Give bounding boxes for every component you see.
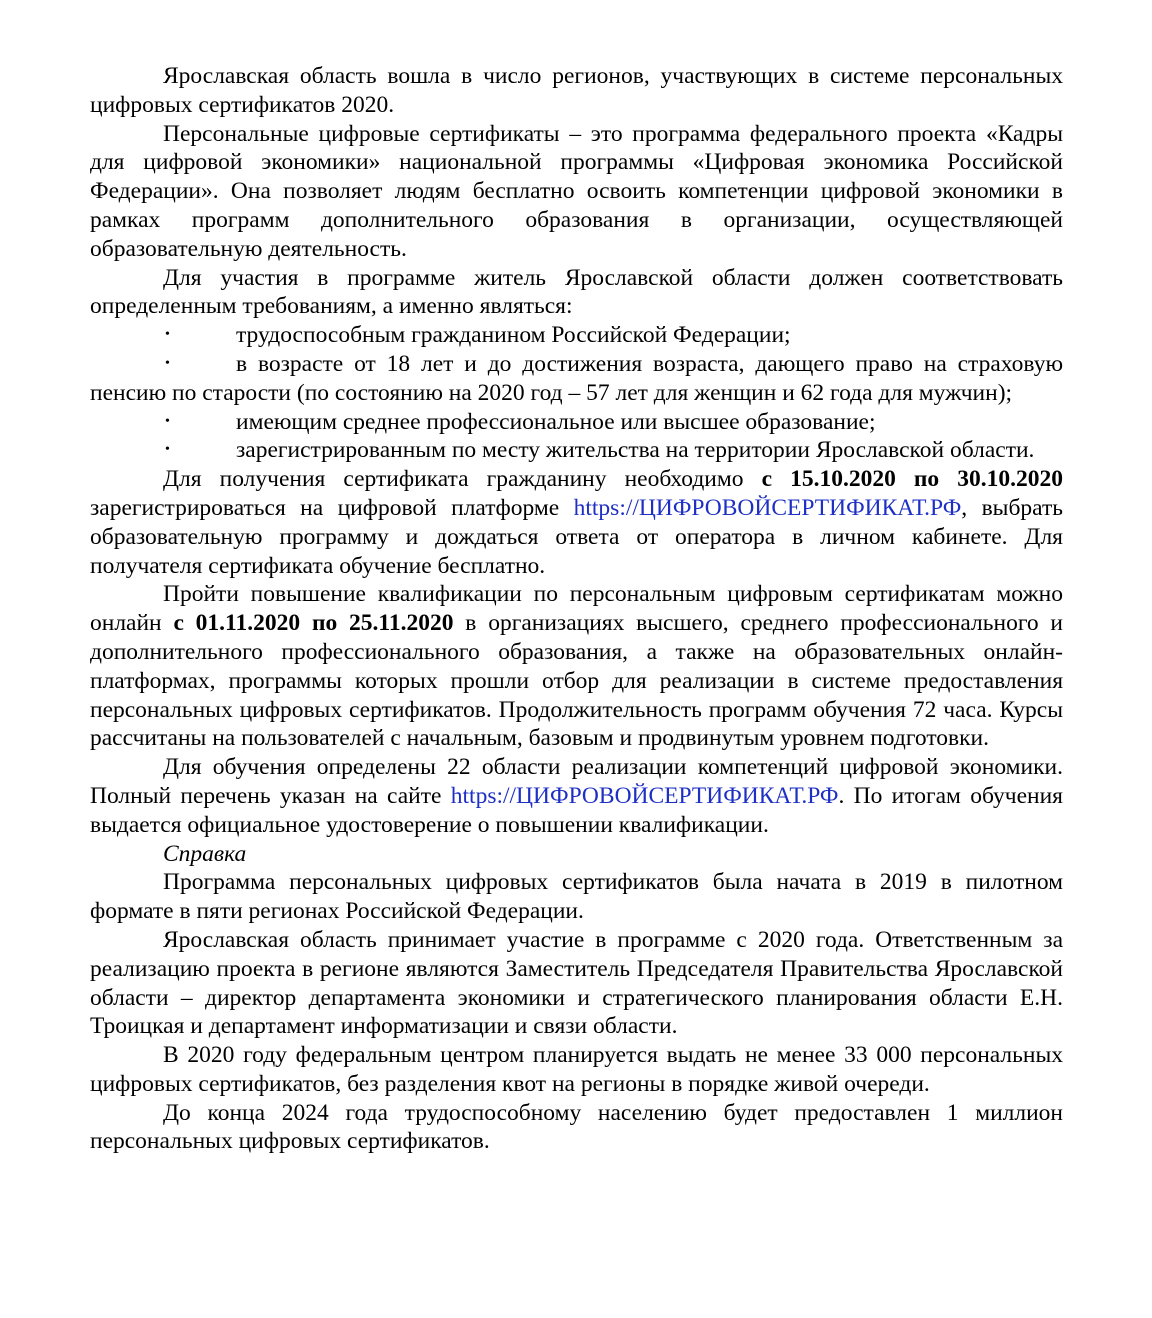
bullet-icon: • [165,327,170,343]
requirement-text: трудоспособным гражданином Российской Федерации; [236,322,791,349]
paragraph-registration [90,465,1063,580]
requirement-list-item [90,436,1063,465]
requirement-text: имеющим среднее профессиональное или высшее образование; [236,408,876,435]
training-dates: с 01.11.2020 по 25.11.2020 [173,610,454,637]
paragraph-participation: Ярославская область принимает участие в программе с 2020 года. Ответственным за реализацию проекта в регионе являются Заместитель Председателя Правительства Ярославской области – директор департамента экономики и стратегического планирования области Е.Н. Троицкая и департамент информатизации и связи области. [90,926,1063,1040]
paragraph-pilot: Программа персональных цифровых сертификатов была начата в 2019 в пилотном формате в пяти регионах Российской Федерации. [90,869,1063,925]
paragraph-2024-goal: До конца 2024 года трудоспособному населению будет предоставлен 1 миллион персональных цифровых сертификатов. [90,1099,1063,1155]
platform-link[interactable]: https://ЦИФРОВОЙСЕРТИФИКАТ.РФ [573,494,962,521]
bullet-icon: • [165,355,170,371]
requirement-list-item [90,408,1063,437]
paragraph-competencies [90,753,1063,839]
registration-text-end: , выбрать образовательную программу и дождаться ответа от оператора в личном кабинете. Для получателя сертификата обучение бесплатно. [90,494,1063,579]
registration-dates: с 15.10.2020 по 30.10.2020 [761,466,1063,493]
bullet-icon: • [165,413,170,429]
requirement-text: в возрасте от 18 лет и до достижения возраста, дающего право на страховую пенсию по старости (по состоянию на 2020 год – 57 лет для женщин и 62 года для мужчин); [90,350,1063,406]
registration-text-middle: зарегистрироваться на цифровой платформе [90,494,574,521]
paragraph-federal-quota: В 2020 году федеральным центром планируется выдать не менее 33 000 персональных цифровых сертификатов, без разделения квот на регионы в порядке живой очереди. [90,1042,1063,1097]
requirement-text: зарегистрированным по месту жительства на территории Ярославской области. [236,437,1035,464]
paragraph-program-description: Персональные цифровые сертификаты – это программа федерального проекта «Кадры для цифровой экономики» национальной программы «Цифровая экономика Российской Федерации». Она позволяет людям бесплатно освоить компетенции цифровой экономики в рамках программ дополнительного образования в организации, осуществляющей образовательную деятельность. [90,120,1063,262]
requirement-list-item [90,321,1063,350]
reference-heading: Справка [163,840,247,867]
platform-link[interactable]: https://ЦИФРОВОЙСЕРТИФИКАТ.РФ [450,782,839,809]
training-text-end: в организациях высшего, среднего профессионального и дополнительного профессионального образования, а также на образовательных онлайн-платформах, программы которых прошли отбор для реализации в системе предоставления персональных цифровых сертификатов. Продолжительность программ обучения 72 часа. Курсы рассчитаны на пользователей с начальным, базовым и продвинутым уровнем подготовки. [90,610,1064,752]
bullet-icon: • [165,442,170,458]
paragraph-region-joined: Ярославская область вошла в число регионов, участвующих в системе персональных цифровых сертификатов 2020. [90,63,1063,118]
paragraph-training [90,580,1063,753]
requirement-list-item [90,350,1063,408]
document-page [90,62,1063,1156]
training-text-start: Пройти повышение квалификации по персональным цифровым сертификатам можно онлайн [90,581,1063,637]
competencies-text-end: . По итогам обучения выдается официальное удостоверение о повышении квалификации. [90,782,1063,838]
paragraph-requirements-intro: Для участия в программе житель Ярославской области должен соответствовать определенным требованиям, а именно являться: [90,264,1063,320]
registration-text-start: Для получения сертификата гражданину необходимо [163,466,762,493]
competencies-text-start: Для обучения определены 22 области реализации компетенций цифровой экономики. Полный перечень указан на сайте [90,754,1063,809]
